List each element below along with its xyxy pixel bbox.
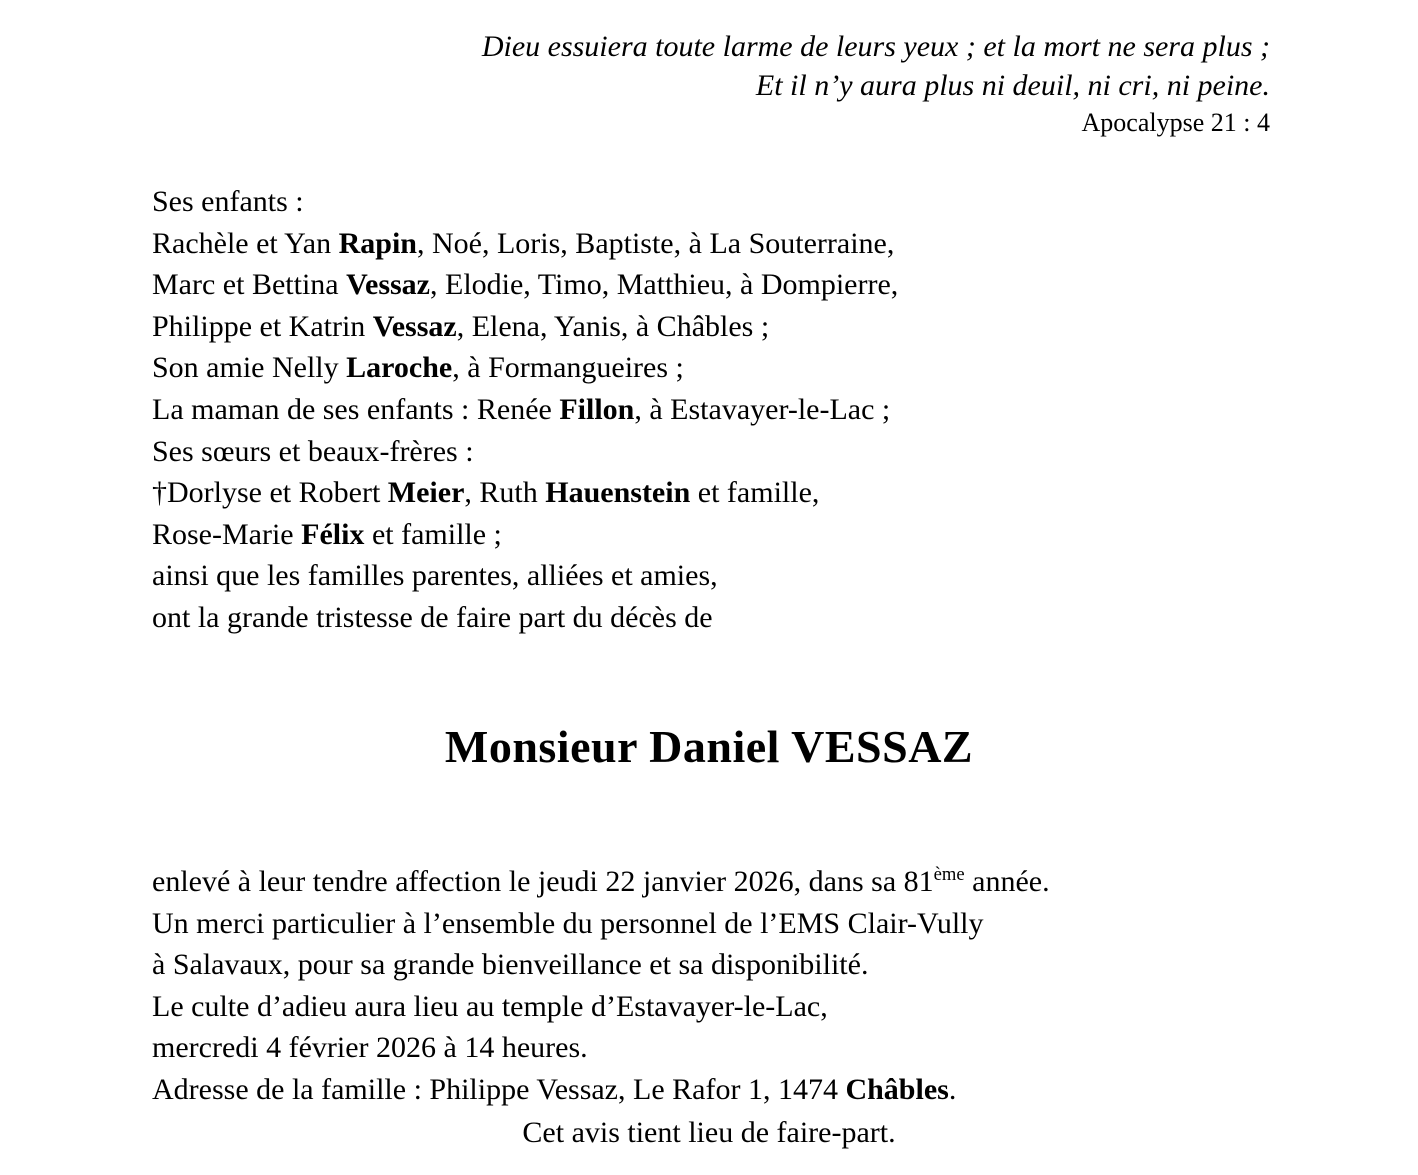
- text-line: [152, 472, 1298, 514]
- text-line: [152, 306, 1298, 348]
- text-line: [152, 555, 1298, 597]
- text-segment: Ses enfants :: [152, 185, 304, 218]
- text-line: [152, 944, 1298, 986]
- text-segment: , à Formangueires ;: [452, 351, 684, 385]
- text-line: [152, 264, 1298, 306]
- emphasized-name: Châbles: [845, 1072, 949, 1106]
- text-line: Et il n’y aura plus ni deuil, ni cri, ni peine.: [755, 69, 1270, 102]
- text-segment: , Elena, Yanis, à Châbles ;: [456, 309, 770, 343]
- text-segment: Rachèle et Yan: [152, 226, 339, 260]
- text-segment: et famille ;: [364, 517, 502, 551]
- text-segment: , à Estavayer-le-Lac ;: [634, 392, 891, 426]
- deceased-name-title: Monsieur Daniel VESSAZ: [444, 721, 974, 772]
- text-segment: ème: [933, 864, 965, 885]
- text-segment: année.: [964, 865, 1050, 898]
- text-segment: mercredi 4 février 2026 à 14 heures.: [152, 1031, 588, 1065]
- text-line: [152, 223, 1298, 265]
- text-line: [152, 597, 1298, 639]
- text-segment: Le culte d’adieu aura lieu au temple d’Estavayer-le-Lac,: [152, 989, 828, 1023]
- text-segment: †Dorlyse et Robert: [152, 476, 388, 510]
- epigraph: [152, 27, 1270, 140]
- text-segment: Son amie Nelly: [152, 351, 347, 385]
- text-segment: , Elodie, Timo, Matthieu, à Dompierre,: [430, 268, 899, 302]
- epigraph-attribution: Apocalypse 21 : 4: [1081, 108, 1270, 137]
- emphasized-name: Hauenstein: [545, 476, 691, 510]
- text-segment: et famille,: [690, 476, 820, 510]
- emphasized-name: Vessaz: [346, 268, 430, 302]
- text-segment: Rose-Marie: [152, 517, 302, 551]
- text-segment: à Salavaux, pour sa grande bienveillance et sa disponibilité.: [152, 948, 869, 982]
- emphasized-name: Fillon: [559, 392, 635, 426]
- text-segment: La maman de ses enfants : Renée: [152, 392, 560, 426]
- text-line: [152, 514, 1298, 556]
- family-announcement: [152, 181, 1298, 639]
- text-segment: .: [948, 1072, 957, 1106]
- text-line: Dieu essuiera toute larme de leurs yeux ; et la mort ne sera plus ;: [481, 30, 1270, 63]
- text-segment: Adresse de la famille : Philippe Vessaz, Le Rafor 1, 1474: [152, 1072, 846, 1106]
- text-segment: Ses sœurs et beaux-frères :: [152, 434, 474, 468]
- emphasized-name: Meier: [387, 476, 465, 510]
- text-line: [152, 347, 1298, 389]
- text-line: [152, 1027, 1298, 1069]
- text-line: [152, 861, 1298, 903]
- emphasized-name: Rapin: [338, 226, 417, 260]
- emphasized-name: Vessaz: [372, 309, 457, 343]
- text-line: [152, 1069, 1298, 1111]
- text-line: [152, 431, 1298, 473]
- epigraph-quote: [152, 27, 1270, 105]
- text-line: [152, 181, 1298, 223]
- text-segment: ainsi que les familles parentes, alliées et amies,: [152, 559, 718, 593]
- text-segment: Un merci particulier à l’ensemble du personnel de l’EMS Clair-Vully: [152, 906, 984, 940]
- text-segment: enlevé à leur tendre affection le jeudi 22 janvier 2026, dans sa 81: [152, 865, 934, 898]
- text-line: [152, 389, 1298, 431]
- text-segment: Philippe et Katrin: [152, 309, 373, 343]
- text-segment: , Noé, Loris, Baptiste, à La Souterraine,: [417, 226, 895, 260]
- text-segment: , Ruth: [464, 476, 546, 510]
- text-line: [152, 903, 1298, 945]
- emphasized-name: Félix: [301, 517, 365, 551]
- text-segment: Marc et Bettina: [152, 268, 347, 302]
- text-segment: ont la grande tristesse de faire part du décès de: [152, 600, 713, 634]
- closing-statement: Cet avis tient lieu de faire-part.: [522, 1116, 896, 1149]
- funeral-details: [152, 861, 1298, 1111]
- emphasized-name: Laroche: [346, 351, 453, 385]
- text-line: [152, 986, 1298, 1028]
